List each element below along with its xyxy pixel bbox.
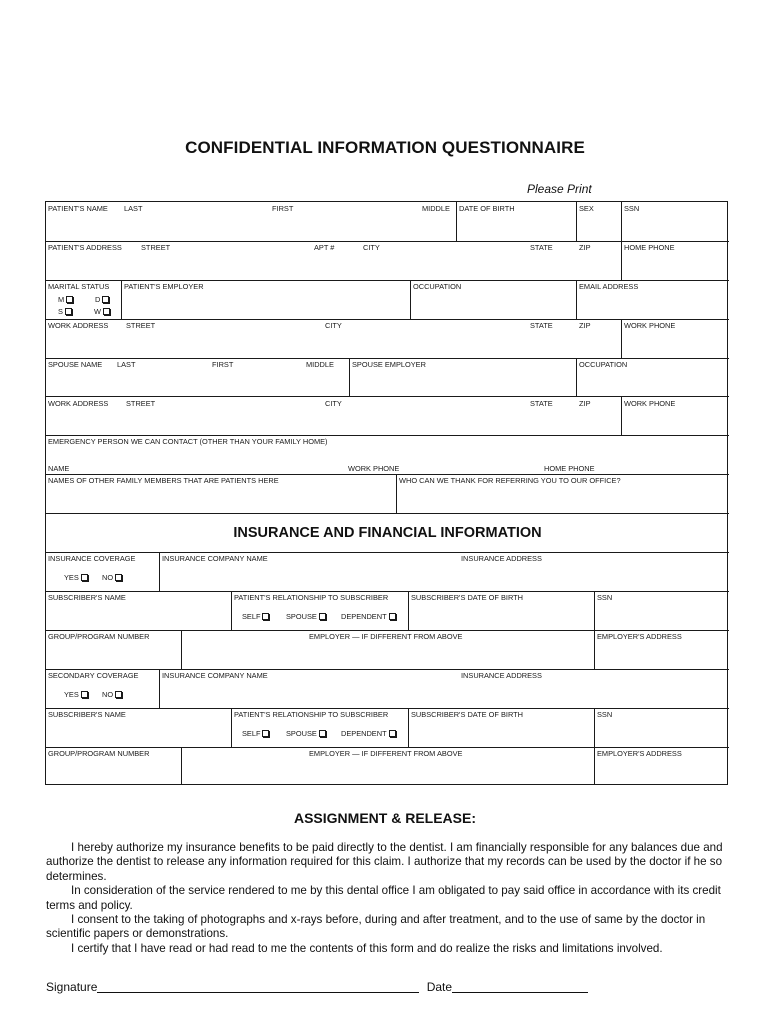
row-divider <box>46 552 729 553</box>
assignment-paragraph: In consideration of the service rendered to me by this dental office I am obligated to pay said office in accordance with its credit terms and policy. <box>46 884 721 912</box>
first-name-label: FIRST <box>272 204 294 213</box>
row-divider <box>46 708 729 709</box>
referral-label: WHO CAN WE THANK FOR REFERRING YOU TO OUR OFFICE? <box>399 476 621 485</box>
cell-divider <box>349 358 350 396</box>
spouse-label: SPOUSE <box>286 612 317 621</box>
secondary-self-option[interactable] <box>242 729 269 738</box>
assignment-paragraph: I hereby authorize my insurance benefits to be paid directly to the dentist. I am financially responsible for any balances due and authorize the dentist to release any information required for this claim. I authorize that my records can be used by the doctor if he so determines. <box>46 841 723 883</box>
cell-divider <box>621 396 622 435</box>
work-address-label: WORK ADDRESS <box>48 321 109 330</box>
relationship-self-option[interactable] <box>242 612 269 621</box>
dependent-label: DEPENDENT <box>341 612 387 621</box>
date-line[interactable] <box>452 992 588 993</box>
date-of-birth-label: DATE OF BIRTH <box>459 204 515 213</box>
checkbox[interactable] <box>103 308 110 315</box>
signature-row <box>46 980 588 994</box>
cell-divider <box>576 202 577 241</box>
cell-divider <box>396 474 397 513</box>
marital-d-label: D <box>95 295 101 304</box>
secondary-yes-option[interactable] <box>64 690 88 699</box>
subscriber-dob-label: SUBSCRIBER'S DATE OF BIRTH <box>411 593 524 602</box>
cell-divider <box>121 280 122 319</box>
assignment-text <box>46 841 729 956</box>
checkbox[interactable] <box>81 574 88 581</box>
last-name-label: LAST <box>124 204 143 213</box>
work-street-label: STREET <box>126 321 156 330</box>
cell-divider <box>231 591 232 630</box>
checkbox[interactable] <box>102 296 109 303</box>
work-city-label: CITY <box>325 321 342 330</box>
assignment-paragraph: I certify that I have read or had read to me the contents of this form and do realize the risks and limitations involved. <box>71 941 663 955</box>
street-label: STREET <box>141 243 171 252</box>
self-label: SELF <box>242 729 261 738</box>
secondary-dependent-option[interactable] <box>341 729 396 738</box>
secondary-no-option[interactable] <box>102 690 122 699</box>
patient-employer-label: PATIENT'S EMPLOYER <box>124 282 204 291</box>
signature-label: Signature <box>46 980 98 994</box>
patient-name-label: PATIENT'S NAME <box>48 204 108 213</box>
row-divider <box>46 396 729 397</box>
spouse-zip-label: ZIP <box>579 399 591 408</box>
secondary-subscriber-dob-label: SUBSCRIBER'S DATE OF BIRTH <box>411 710 524 719</box>
home-phone-label: HOME PHONE <box>624 243 675 252</box>
spouse-occupation-label: OCCUPATION <box>579 360 628 369</box>
secondary-subscriber-name-label: SUBSCRIBER'S NAME <box>48 710 126 719</box>
email-label: EMAIL ADDRESS <box>579 282 639 291</box>
assignment-title: ASSIGNMENT & RELEASE: <box>293 810 476 826</box>
emergency-home-phone-label: HOME PHONE <box>544 464 595 473</box>
spouse-name-label: SPOUSE NAME <box>48 360 103 369</box>
coverage-no-option[interactable] <box>102 573 122 582</box>
checkbox[interactable] <box>319 730 326 737</box>
no-label: NO <box>102 690 114 699</box>
cell-divider <box>456 202 457 241</box>
cell-divider <box>159 669 160 708</box>
city-label: CITY <box>363 243 380 252</box>
apt-label: APT # <box>314 243 335 252</box>
spouse-work-address-label: WORK ADDRESS <box>48 399 109 408</box>
group-number-label: GROUP/PROGRAM NUMBER <box>48 632 150 641</box>
date-label: Date <box>426 980 453 994</box>
checkbox[interactable] <box>115 574 122 581</box>
row-divider <box>46 474 729 475</box>
occupation-label: OCCUPATION <box>413 282 462 291</box>
spouse-last-label: LAST <box>117 360 136 369</box>
row-divider <box>46 241 729 242</box>
cell-divider <box>594 630 595 669</box>
row-divider <box>46 319 729 320</box>
checkbox[interactable] <box>389 613 396 620</box>
yes-label: YES <box>64 573 79 582</box>
self-label: SELF <box>242 612 261 621</box>
relationship-dependent-option[interactable] <box>341 612 396 621</box>
page-title: CONFIDENTIAL INFORMATION QUESTIONNAIRE <box>185 138 585 157</box>
spouse-first-label: FIRST <box>212 360 234 369</box>
row-divider <box>46 591 729 592</box>
middle-name-label: MIDDLE <box>422 204 450 213</box>
spouse-middle-label: MIDDLE <box>306 360 334 369</box>
cell-divider <box>594 747 595 785</box>
cell-divider <box>576 358 577 396</box>
checkbox[interactable] <box>319 613 326 620</box>
cell-divider <box>410 280 411 319</box>
marital-w-label: W <box>94 307 101 316</box>
cell-divider <box>181 747 182 785</box>
checkbox[interactable] <box>81 691 88 698</box>
marital-option-w[interactable] <box>94 307 110 316</box>
spouse-label: SPOUSE <box>286 729 317 738</box>
work-phone-label: WORK PHONE <box>624 321 676 330</box>
row-divider <box>46 630 729 631</box>
row-divider <box>46 435 729 436</box>
zip-label: ZIP <box>579 243 591 252</box>
state-label: STATE <box>530 243 553 252</box>
secondary-company-label: INSURANCE COMPANY NAME <box>162 671 268 680</box>
sex-label: SEX <box>579 204 594 213</box>
spouse-city-label: CITY <box>325 399 342 408</box>
subscriber-name-label: SUBSCRIBER'S NAME <box>48 593 126 602</box>
signature-line[interactable] <box>97 992 419 993</box>
insurance-coverage-label: INSURANCE COVERAGE <box>48 554 136 563</box>
secondary-group-label: GROUP/PROGRAM NUMBER <box>48 749 150 758</box>
secondary-spouse-option[interactable] <box>286 729 326 738</box>
family-members-label: NAMES OF OTHER FAMILY MEMBERS THAT ARE PATIENTS HERE <box>48 476 279 485</box>
checkbox[interactable] <box>262 730 269 737</box>
cell-divider <box>231 708 232 747</box>
emergency-contact-label: EMERGENCY PERSON WE CAN CONTACT (OTHER THAN YOUR FAMILY HOME) <box>48 437 328 446</box>
secondary-coverage-label: SECONDARY COVERAGE <box>48 671 139 680</box>
marital-option-s[interactable] <box>58 307 72 316</box>
secondary-employer-address-label: EMPLOYER'S ADDRESS <box>597 749 682 758</box>
emergency-name-label: NAME <box>48 464 70 473</box>
insurance-address-label: INSURANCE ADDRESS <box>461 554 542 563</box>
cell-divider <box>621 319 622 358</box>
employer-address-label: EMPLOYER'S ADDRESS <box>597 632 682 641</box>
cell-divider <box>181 630 182 669</box>
checkbox[interactable] <box>65 308 72 315</box>
checkbox[interactable] <box>115 691 122 698</box>
assignment-paragraph: I consent to the taking of photographs and x-rays before, during and after treatment, and to the use of same by the doctor in scientific papers or demonstrations. <box>46 913 706 941</box>
cell-divider <box>621 202 622 241</box>
secondary-ssn-label: SSN <box>597 710 613 719</box>
relationship-spouse-option[interactable] <box>286 612 326 621</box>
dependent-label: DEPENDENT <box>341 729 387 738</box>
work-zip-label: ZIP <box>579 321 591 330</box>
ssn-label: SSN <box>624 204 640 213</box>
checkbox[interactable] <box>262 613 269 620</box>
cell-divider <box>408 708 409 747</box>
employer-if-different-label: EMPLOYER — IF DIFFERENT FROM ABOVE <box>309 632 463 641</box>
spouse-street-label: STREET <box>126 399 156 408</box>
yes-label: YES <box>64 690 79 699</box>
spouse-employer-label: SPOUSE EMPLOYER <box>352 360 426 369</box>
row-divider <box>46 669 729 670</box>
marital-s-label: S <box>58 307 63 316</box>
cell-divider <box>576 280 577 319</box>
marital-status-label: MARITAL STATUS <box>48 282 110 291</box>
row-divider <box>46 280 729 281</box>
relationship-label: PATIENT'S RELATIONSHIP TO SUBSCRIBER <box>234 593 389 602</box>
checkbox[interactable] <box>66 296 73 303</box>
insurance-section-title: INSURANCE AND FINANCIAL INFORMATION <box>233 525 542 541</box>
patient-form-grid <box>45 201 728 785</box>
spouse-state-label: STATE <box>530 399 553 408</box>
marital-option-m[interactable] <box>58 295 73 304</box>
subscriber-ssn-label: SSN <box>597 593 613 602</box>
checkbox[interactable] <box>389 730 396 737</box>
marital-option-d[interactable] <box>95 295 109 304</box>
row-divider <box>46 747 729 748</box>
marital-m-label: M <box>58 295 65 304</box>
row-divider <box>46 358 729 359</box>
work-state-label: STATE <box>530 321 553 330</box>
cell-divider <box>621 241 622 280</box>
secondary-relationship-label: PATIENT'S RELATIONSHIP TO SUBSCRIBER <box>234 710 389 719</box>
coverage-yes-option[interactable] <box>64 573 88 582</box>
cell-divider <box>594 591 595 630</box>
please-print-note: Please Print <box>527 182 592 196</box>
secondary-address-label: INSURANCE ADDRESS <box>461 671 542 680</box>
secondary-employer-label: EMPLOYER — IF DIFFERENT FROM ABOVE <box>309 749 463 758</box>
emergency-work-phone-label: WORK PHONE <box>348 464 400 473</box>
patient-address-label: PATIENT'S ADDRESS <box>48 243 122 252</box>
cell-divider <box>408 591 409 630</box>
spouse-work-phone-label: WORK PHONE <box>624 399 676 408</box>
insurance-company-label: INSURANCE COMPANY NAME <box>162 554 268 563</box>
no-label: NO <box>102 573 114 582</box>
row-divider <box>46 513 729 514</box>
cell-divider <box>159 552 160 591</box>
cell-divider <box>594 708 595 747</box>
